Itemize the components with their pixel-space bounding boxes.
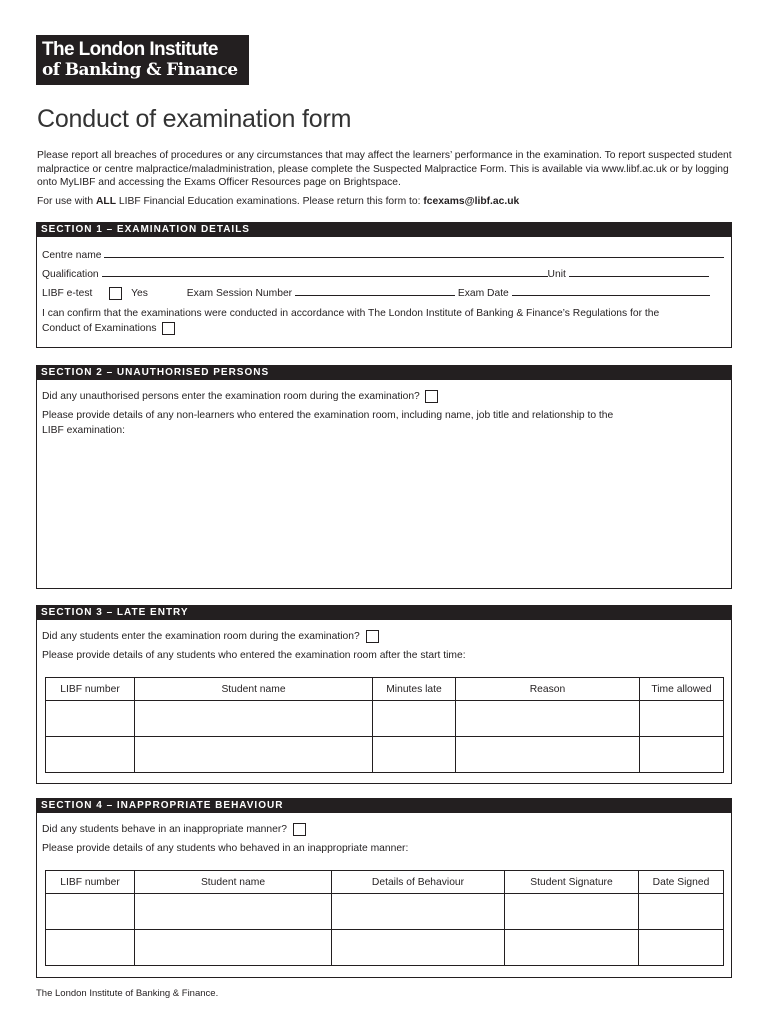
logo-line-1: The London Institute [42,39,218,60]
section-4-heading: SECTION 4 – INAPPROPRIATE BEHAVIOUR [37,799,731,813]
exam-date-label: Exam Date [457,288,509,299]
late-entry-question-row [42,630,379,643]
table-row [46,930,724,966]
late-entry-header-row [46,678,724,701]
table-cell[interactable] [640,737,724,773]
etest-label: LIBF e-test [42,288,93,299]
libf-logo [36,35,249,85]
etest-yes-label: Yes [131,288,148,299]
section-2-unauthorised-persons [36,365,732,589]
column-header: Time allowed [640,678,724,701]
table-cell[interactable] [505,894,639,930]
table-cell[interactable] [332,894,505,930]
table-cell[interactable] [135,894,332,930]
column-header: Student Signature [505,871,639,894]
column-header: Minutes late [373,678,456,701]
unauthorised-details-line-1: Please provide details of any non-learners who entered the examination room, including name, job title and relationship to the [42,410,614,421]
table-row [46,894,724,930]
confirmation-text-line-1: I can confirm that the examinations were conducted in accordance with The London Institute of Banking & Finance’s Regulations for the [42,308,660,319]
table-cell[interactable] [373,701,456,737]
qualification-label: Qualification [42,269,99,280]
column-header: Student name [135,678,373,701]
table-row [46,701,724,737]
section-3-late-entry [36,605,732,784]
centre-name-label: Centre name [42,250,102,261]
section-1-examination-details [36,222,732,348]
footer-text: The London Institute of Banking & Finance. [36,988,219,999]
late-entry-question: Did any students enter the examination room during the examination? [42,631,360,643]
qualification-row [42,267,709,280]
unit-field[interactable] [569,267,709,277]
unauthorised-question-row [42,390,438,403]
table-row [46,737,724,773]
page-title: Conduct of examination form [37,105,352,133]
intro-use-middle: LIBF Financial Education examinations. Please return this form to: [118,196,421,207]
etest-yes-checkbox[interactable] [109,287,122,300]
late-entry-details-prompt: Please provide details of any students who entered the examination room after the start time: [42,650,466,661]
intro-use-prefix: For use with [37,196,94,207]
table-cell[interactable] [639,894,724,930]
table-cell[interactable] [639,930,724,966]
table-cell[interactable] [640,701,724,737]
exam-date-field[interactable] [512,286,710,296]
behaviour-checkbox[interactable] [293,823,306,836]
intro-return-line [37,196,519,207]
unauthorised-details-area[interactable] [42,442,726,582]
column-header: LIBF number [46,871,135,894]
exam-session-field[interactable] [295,286,455,296]
table-cell[interactable] [46,894,135,930]
column-header: Student name [135,871,332,894]
etest-row [42,286,710,300]
centre-name-row [42,248,724,261]
unauthorised-details-prompt [42,409,613,438]
exam-session-label: Exam Session Number [186,288,293,299]
table-cell[interactable] [46,737,135,773]
unauthorised-details-line-2: LIBF examination: [42,424,125,436]
table-cell[interactable] [456,701,640,737]
confirmation-checkbox[interactable] [162,322,175,335]
behaviour-question: Did any students behave in an inappropriate manner? [42,824,287,836]
behaviour-table [45,870,724,966]
column-header: LIBF number [46,678,135,701]
behaviour-question-row [42,823,306,836]
unit-label: Unit [547,269,566,280]
return-email[interactable]: fcexams@libf.ac.uk [423,196,520,207]
unauthorised-checkbox[interactable] [425,390,438,403]
confirmation-text-line-2: Conduct of Examinations [42,322,157,334]
late-entry-checkbox[interactable] [366,630,379,643]
section-3-heading: SECTION 3 – LATE ENTRY [37,606,731,620]
section-2-heading: SECTION 2 – UNAUTHORISED PERSONS [37,366,731,380]
column-header: Details of Behaviour [332,871,505,894]
late-entry-table [45,677,724,773]
centre-name-field[interactable] [104,248,724,258]
unauthorised-question: Did any unauthorised persons enter the examination room during the examination? [42,391,420,403]
behaviour-details-prompt: Please provide details of any students who behaved in an inappropriate manner: [42,843,409,854]
table-cell[interactable] [46,930,135,966]
qualification-field[interactable] [102,267,548,277]
table-cell[interactable] [373,737,456,773]
table-cell[interactable] [332,930,505,966]
table-cell[interactable] [456,737,640,773]
table-cell[interactable] [135,930,332,966]
table-cell[interactable] [46,701,135,737]
column-header: Reason [456,678,640,701]
intro-paragraph: Please report all breaches of procedures or any circumstances that may affect the learners’ performance in the examination. To report suspected student malpractice or centre malpractice/maladministration, please complete the Suspected Malpractice Form. This is available via www.libf.ac.uk or by logging onto MyLIBF and accessing the Exams Officer Resources page on Brightspace. [37,150,732,188]
table-cell[interactable] [505,930,639,966]
confirmation-row [42,307,659,336]
column-header: Date Signed [639,871,724,894]
section-1-heading: SECTION 1 – EXAMINATION DETAILS [37,223,731,237]
section-4-inappropriate-behaviour [36,798,732,978]
table-cell[interactable] [135,737,373,773]
table-cell[interactable] [135,701,373,737]
logo-line-2: of Banking & Finance [42,60,238,80]
intro-use-bold: ALL [95,196,116,207]
behaviour-header-row [46,871,724,894]
